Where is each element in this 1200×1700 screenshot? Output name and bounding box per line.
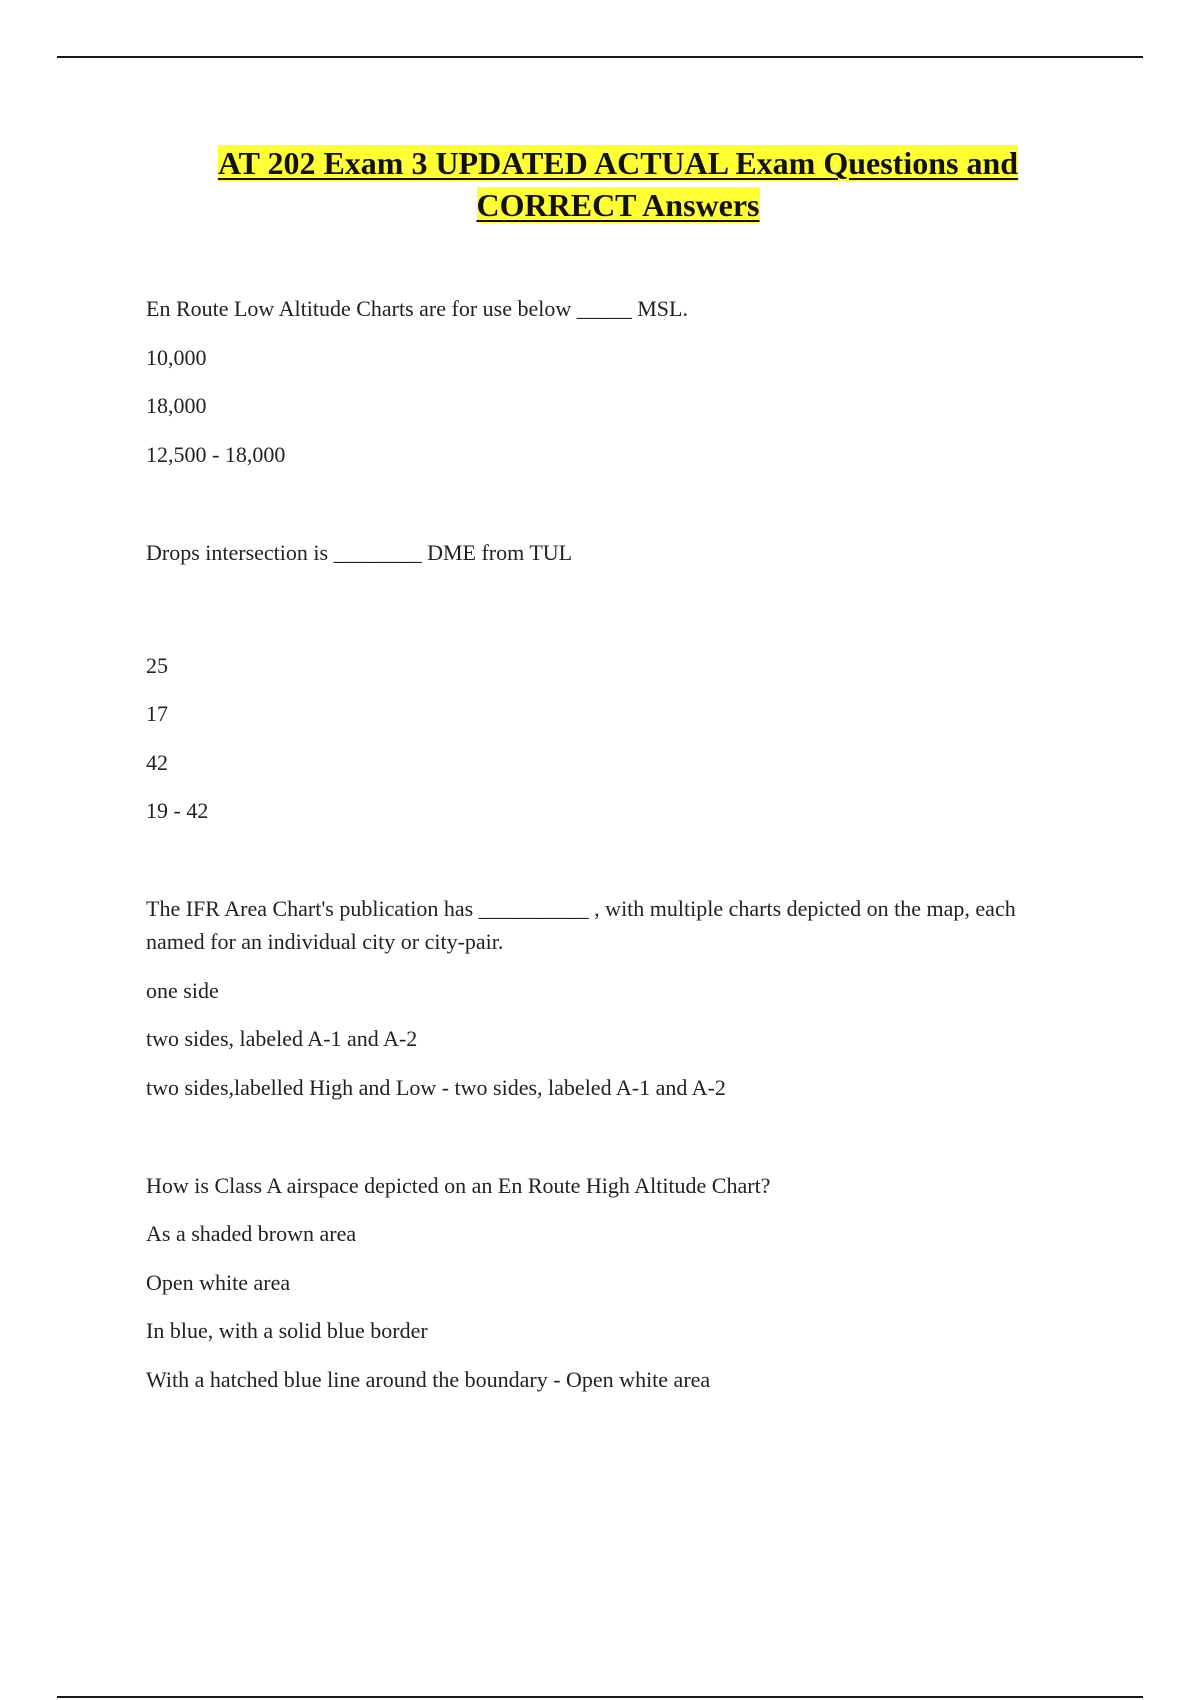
answer-option: 18,000 (146, 393, 207, 418)
title-line-2: CORRECT Answers (476, 187, 760, 223)
top-rule (57, 56, 1143, 58)
title-line-1: AT 202 Exam 3 UPDATED ACTUAL Exam Questions and (217, 145, 1019, 181)
document-title (0, 142, 1200, 226)
answer-option: In blue, with a solid blue border (146, 1318, 428, 1343)
bottom-rule (57, 1696, 1143, 1698)
answer-option: two sides, labeled A-1 and A-2 (146, 1026, 418, 1051)
answer-option: 42 (146, 749, 168, 775)
answer-option: 10,000 (146, 344, 207, 370)
question-prompt: How is Class A airspace depicted on an En Route High Altitude Chart? (146, 1172, 771, 1198)
question-prompt: Drops intersection is ________ DME from TUL (146, 539, 573, 565)
question-block-2 (146, 536, 1076, 828)
answer-option: Open white area (146, 1269, 291, 1295)
question-block-4 (146, 1169, 1076, 1396)
answer-option: one side (146, 977, 219, 1003)
question-prompt: En Route Low Altitude Charts are for use below _____ MSL. (146, 296, 688, 321)
question-block-1 (146, 292, 1076, 471)
question-prompt: The IFR Area Chart's publication has __________ , with multiple charts depicted on the map, each named for an individual city or city-pair. (146, 896, 1016, 954)
answer-option: two sides,labelled High and Low - two sides, labeled A-1 and A-2 (146, 1074, 726, 1100)
answer-option: 17 (146, 701, 168, 726)
answer-option: 19 - 42 (146, 798, 209, 823)
question-list (146, 292, 1076, 1396)
answer-option: 25 (146, 652, 168, 678)
answer-option: 12,500 - 18,000 (146, 441, 286, 467)
answer-option: With a hatched blue line around the boundary - Open white area (146, 1366, 711, 1392)
question-block-3 (146, 892, 1076, 1104)
answer-option: As a shaded brown area (146, 1221, 357, 1246)
